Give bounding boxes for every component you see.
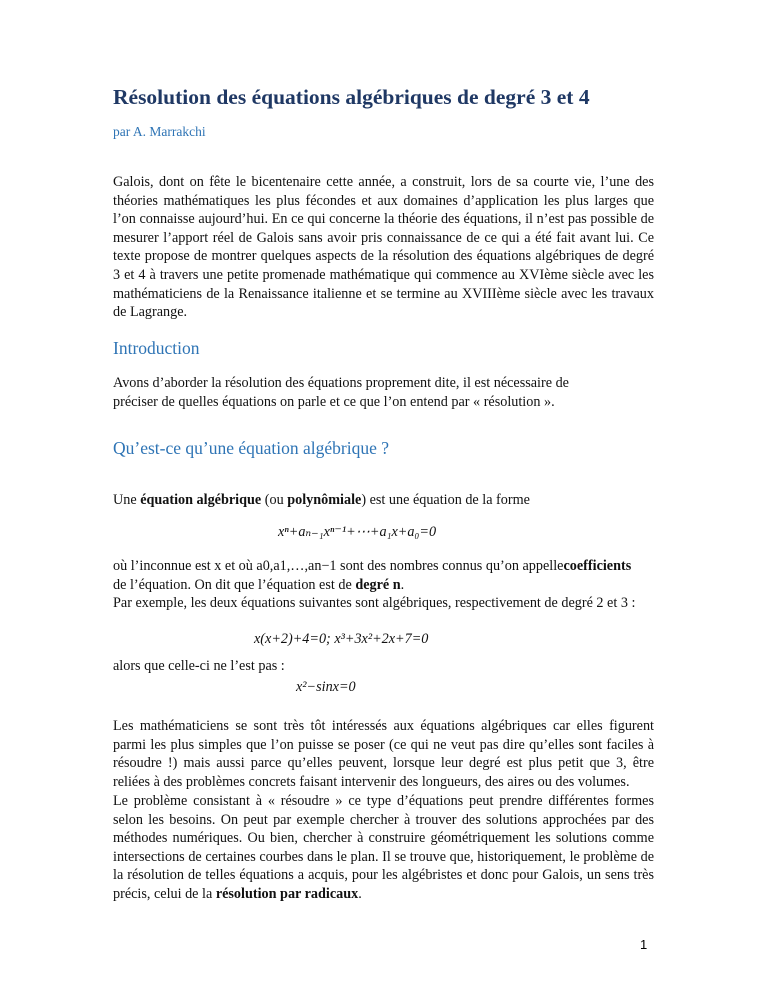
page-number: 1	[640, 937, 648, 952]
counter-example-text: alors que celle-ci ne l’est pas :	[113, 658, 285, 674]
term-resolution-par-radicaux: résolution par radicaux	[215, 885, 359, 902]
problem-paragraph: Le problème consistant à « résoudre » ce type d’équations peut prendre différentes formes selon les besoins. On peut par exemple chercher à trouver des solutions approchées par des méthodes numériques. Ou bien, chercher à construire géométriquement les solutions comme intersections de certaines courbes dans le plan. Il se trouve que, historiquement, le problème de la résolution de telles équations a acquis, pour les algébristes et donc pour Galois, un sens très précis, celui de la résolution par radicaux.	[113, 793, 654, 902]
definition-paragraph: Une équation algébrique (ou polynômiale) est une équation de la forme	[113, 492, 530, 508]
intro-paragraph: Galois, dont on fête le bicentenaire cette année, a construit, lors de sa courte vie, l’une des théories mathématiques les plus fécondes et aux domaines d’application les plus larges que l’on connaisse aujourd’hui. En ce qui concerne la théorie des équations, il n’est pas possible de mesurer l’apport réel de Galois sans avoir pris connaissance de ce qui a été fait avant lui. Ce texte propose de montrer quelques aspects de la résolution des équations algébriques de degré 3 et 4 à travers une petite promenade mathématique qui commence au XVIème siècle avec les mathématiciens de la Renaissance italienne et se termine au XVIIIème siècle avec les travaux de Lagrange.	[113, 174, 654, 321]
general-equation-formula: xⁿ+aₙ₋₁xⁿ⁻¹+⋯+a₁x+a₀=0	[278, 524, 437, 540]
section-heading-equation-algebrique: Qu’est-ce qu’une équation algébrique ?	[113, 438, 389, 458]
author-line: par A. Marrakchi	[113, 124, 206, 139]
introduction-paragraph: Avons d’aborder la résolution des équations proprement dite, il est nécessaire de préciser de quelles équations on parle et ce que l’on entend par « résolution ».	[113, 375, 569, 410]
term-polynomiale: polynômiale	[287, 492, 362, 508]
term-equation-algebrique: équation algébrique	[140, 492, 262, 508]
document-title: Résolution des équations algébriques de degré 3 et 4	[113, 85, 590, 109]
coefficients-paragraph: où l’inconnue est x et où a0,a1,…,an−1 sont des nombres connus qu’on appellecoefficients de l’équation. On dit que l’équation est de degré n.	[113, 558, 632, 593]
section-heading-introduction: Introduction	[113, 338, 200, 358]
counter-example-formula: x²−sinx=0	[296, 679, 356, 695]
example-equations-formula: x(x+2)+4=0; x³+3x²+2x+7=0	[254, 631, 429, 647]
term-degre-n: degré n	[355, 576, 401, 593]
interest-paragraph: Les mathématiciens se sont très tôt intéressés aux équations algébriques car elles figurent parmi les plus simples que l’on puisse se poser (ce qui ne veut pas dire qu’elles sont faciles à résoudre !) mais aussi parce qu’elles peuvent, lorsque leur degré est plus petit que 3, être reliées à des problèmes concrets faisant intervenir des longueurs, des aires ou des volumes.	[113, 718, 654, 790]
term-coefficients: coefficients	[563, 558, 632, 574]
example-paragraph: Par exemple, les deux équations suivantes sont algébriques, respectivement de degré 2 et 3 :	[113, 595, 636, 611]
